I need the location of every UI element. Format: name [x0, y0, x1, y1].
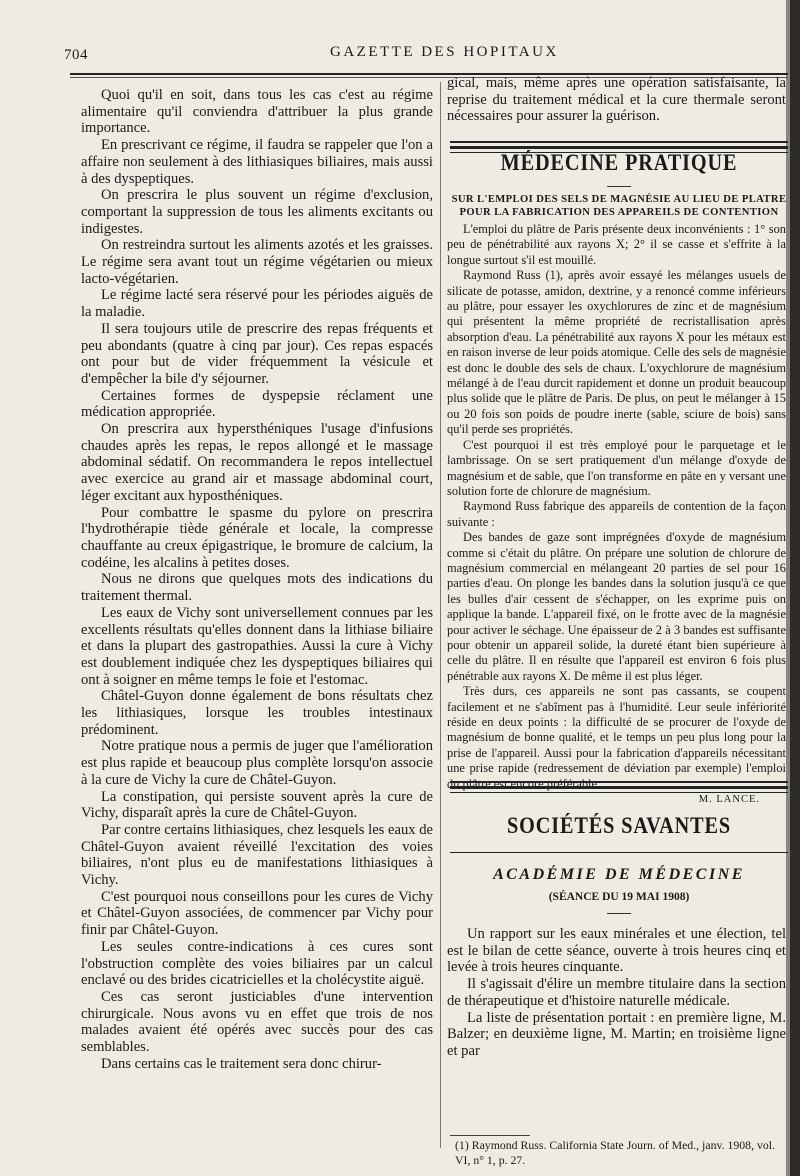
session-date: (SÉANCE DU 19 MAI 1908) — [548, 891, 690, 903]
paragraph: On restreindra surtout les aliments azotés et les graisses. Le régime sera avant tout un régime végétarien ou mieux lacto-végétarien. — [81, 237, 433, 287]
paragraph: Les seules contre-indications à ces cures sont l'obstruction complète des voies biliaires par un calcul enclavé ou des brides cicatricielles et la cholécystite aiguë. — [81, 938, 433, 989]
paragraph: Quoi qu'il en soit, dans tous les cas c'est au régime alimentaire qu'il conviendra d'attribuer la plus grande importance. — [81, 87, 433, 137]
article-subheading — [450, 193, 788, 219]
subheading-line: POUR LA FABRICATION DES APPAREILS DE CONTENTION — [459, 207, 779, 218]
paragraph: Les eaux de Vichy sont universellement connues par les excellents résultats qu'elles donnent dans la lithiase biliaire et dans la plupart des gastropathies. Aussi la cure à Vichy est doublement indiquée chez les dyspeptiques biliaires qui ont à soigner en même temps le foie et l'estomac. — [81, 604, 433, 688]
footnote: (1) Raymond Russ. California State Journ. of Med., janv. 1908, vol. VI, n° 1, p. 27. — [455, 1138, 776, 1167]
section-heading-medecine-pratique: MÉDECINE PRATIQUE — [500, 150, 738, 175]
author-signature: M. LANCE. — [698, 794, 760, 806]
paragraph: On prescrira aux hypersthéniques l'usage d'infusions chaudes après les repas, le repos allongé et le massage abdominal sédatif. On recommandera le repos intellectuel avec exercice au grand air et massage abdominal court, léger excitant aux hyposthéniques. — [81, 421, 433, 504]
paragraph: gical, mais, même après une opération satisfaisante, la reprise du traitement médical et la cure thermale seront nécessaires pour assurer la guérison. — [447, 75, 786, 125]
paragraph: Pour combattre le spasme du pylore on prescrira l'hydrothérapie tiède générale et locale, la compresse chauffante au creux épigastrique, le bromure de calcium, la codéine, les alcalins à petites doses. — [81, 504, 433, 571]
paragraph: Il s'agissait d'élire un membre titulaire dans la section de thérapeutique et d'histoire naturelle médicale. — [447, 976, 786, 1009]
paragraph: En prescrivant ce régime, il faudra se rappeler que l'on a affaire non seulement à des lithiasiques biliaires, mais aussi à des dyspeptiques. — [81, 137, 433, 187]
right-column-continuation — [447, 75, 786, 125]
footnote-rule — [450, 1135, 530, 1136]
short-rule — [607, 913, 631, 914]
page-edge-shadow — [790, 0, 800, 1176]
academy-report — [447, 926, 786, 1060]
paragraph: Des bandes de gaze sont imprégnées d'oxyde de magnésium comme si c'était du plâtre. On prépare une solution de chlorure de magnésium commercial en mélangeant 20 parties de sel pour 16 parties d'eau. On plonge les bandes dans la solution jusqu'à ce que les bulles d'air cessent de s'échapper, on les exprime puis on applique la bande. L'appareil fixé, on le frotte avec de la magnésie pour activer le séchage. Une épaisseur de 2 à 3 bandes est suffisante pour obtenir un appareil solide, la dureté étant bien supérieure à celle du plâtre. Il en résulte que l'appareil est environ 6 fois plus pénétrable aux rayons X. De même il est plus léger. — [447, 530, 786, 683]
paragraph: Par contre certains lithiasiques, chez lesquels les eaux de Châtel-Guyon avaient réveillé l'excitation des voies biliaires, n'ont plus eu de manifestations lithiasiques à Vichy. — [81, 821, 433, 889]
paragraph: Nous ne dirons que quelques mots des indications du traitement thermal. — [81, 571, 433, 605]
paragraph: Raymond Russ fabrique des appareils de contention de la façon suivante : — [447, 499, 786, 529]
paragraph: Certaines formes de dyspepsie réclament une médication appropriée. — [81, 387, 433, 421]
paragraph: C'est pourquoi nous conseillons pour les cures de Vichy et Châtel-Guyon associées, de commencer par Vichy pour finir par Châtel-Guyon. — [81, 888, 433, 939]
page-number: 704 — [64, 47, 88, 63]
paragraph: On prescrira le plus souvent un régime d'exclusion, comportant la suppression de tous les aliments excitants ou indigestes. — [81, 187, 433, 237]
section-rule — [450, 852, 788, 853]
paragraph: Raymond Russ (1), après avoir essayé les mélanges usuels de silicate de potasse, amidon, dextrine, y a renoncé comme inférieurs au plâtre, pour essayer les oxychlorures de zinc et de magnésium qui présentent la même propriété de recristallisation après absorption d'eau. La pénétrabilité aux rayons X pour les métaux est en raison inverse de leur poids atomique. Celle des sels de magnésie est donc le double des sels de chaux. L'oxychlorure de magnésium mélangé à de l'eau durcit rapidement et donne un produit beaucoup plus solide que le plâtre de Paris. De plus, on peut le mélanger à 15 ou 20 fois son poids de poudre inerte (sable, sciure de bois) sans qu'il perde ses propriétés. — [447, 268, 786, 437]
paragraph: Ces cas seront justiciables d'une intervention chirurgicale. Nous avons vu en effet que trois de nos malades avaient été opérés avec succès pour des cas semblables. — [81, 988, 433, 1056]
paragraph: Notre pratique nous a permis de juger que l'amélioration est plus rapide et beaucoup plus complète lorsqu'on associe à la cure de Vichy la cure de Châtel-Guyon. — [81, 738, 433, 788]
paragraph: L'emploi du plâtre de Paris présente deux inconvénients : 1° son peu de pénétrabilité aux rayons X; 2° il se casse et s'effrite à la longue surtout s'il est mouillé. — [447, 222, 786, 267]
column-divider — [440, 82, 441, 1148]
subheading-line: SUR L'EMPLOI DES SELS DE MAGNÉSIE AU LIEU DE PLATRE — [451, 194, 787, 205]
paragraph: Très durs, ces appareils ne sont pas cassants, se coupent facilement et ne s'abîment pas à l'humidité. Leur seule infériorité réside en deux points : la difficulté de se procurer de l'oxyde de magnésium de bonne qualité, et le temps un peu plus long pour la prise de l'appareil. Aussi pour la fabrication d'appareils nécessitant une prise rapide (redressement de déviation par exemple) l'emploi du plâtre est encore préférable. — [447, 684, 786, 791]
paragraph: Il sera toujours utile de prescrire des repas fréquents et peu abondants (quatre à cinq par jour). Ces repas espacés ont pour but de vider fréquemment la vésicule et d'empêcher la bile d'y séjourner. — [81, 320, 433, 387]
paragraph: La liste de présentation portait : en première ligne, M. Balzer; en deuxième ligne, M. Martin; en troisième ligne et par — [447, 1009, 786, 1059]
article-body — [447, 222, 786, 807]
paragraph: Le régime lacté sera réservé pour les périodes aiguës de la maladie. — [81, 287, 433, 321]
section-heading-societes-savantes: SOCIÉTÉS SAVANTES — [506, 813, 732, 838]
short-rule — [607, 186, 631, 187]
left-column — [81, 87, 433, 1072]
academy-title: ACADÉMIE DE MÉDECINE — [493, 866, 745, 883]
paragraph: Châtel-Guyon donne également de bons résultats chez les lithiasiques, lorsque les troubles intestinaux prédominent. — [81, 688, 433, 738]
paragraph: Un rapport sur les eaux minérales et une élection, tel est le bilan de cette séance, ouverte à trois heures cinq et levée à trois heures cinquante. — [447, 926, 786, 976]
paragraph: C'est pourquoi il est très employé pour le parquetage et le lambrissage. On se sert pratiquement d'un mélange d'oxyde de magnésium et de sable, que l'on transforme en pâte en y versant une solution forte de chlorure de magnésium. — [447, 437, 786, 498]
paragraph: La constipation, qui persiste souvent après la cure de Vichy, disparaît après la cure de Châtel-Guyon. — [81, 788, 433, 822]
page-edge-fold — [786, 0, 790, 1176]
paragraph: Dans certains cas le traitement sera donc chirur- — [101, 1055, 382, 1072]
section-rule — [450, 787, 788, 793]
journal-title: GAZETTE DES HOPITAUX — [330, 44, 559, 60]
